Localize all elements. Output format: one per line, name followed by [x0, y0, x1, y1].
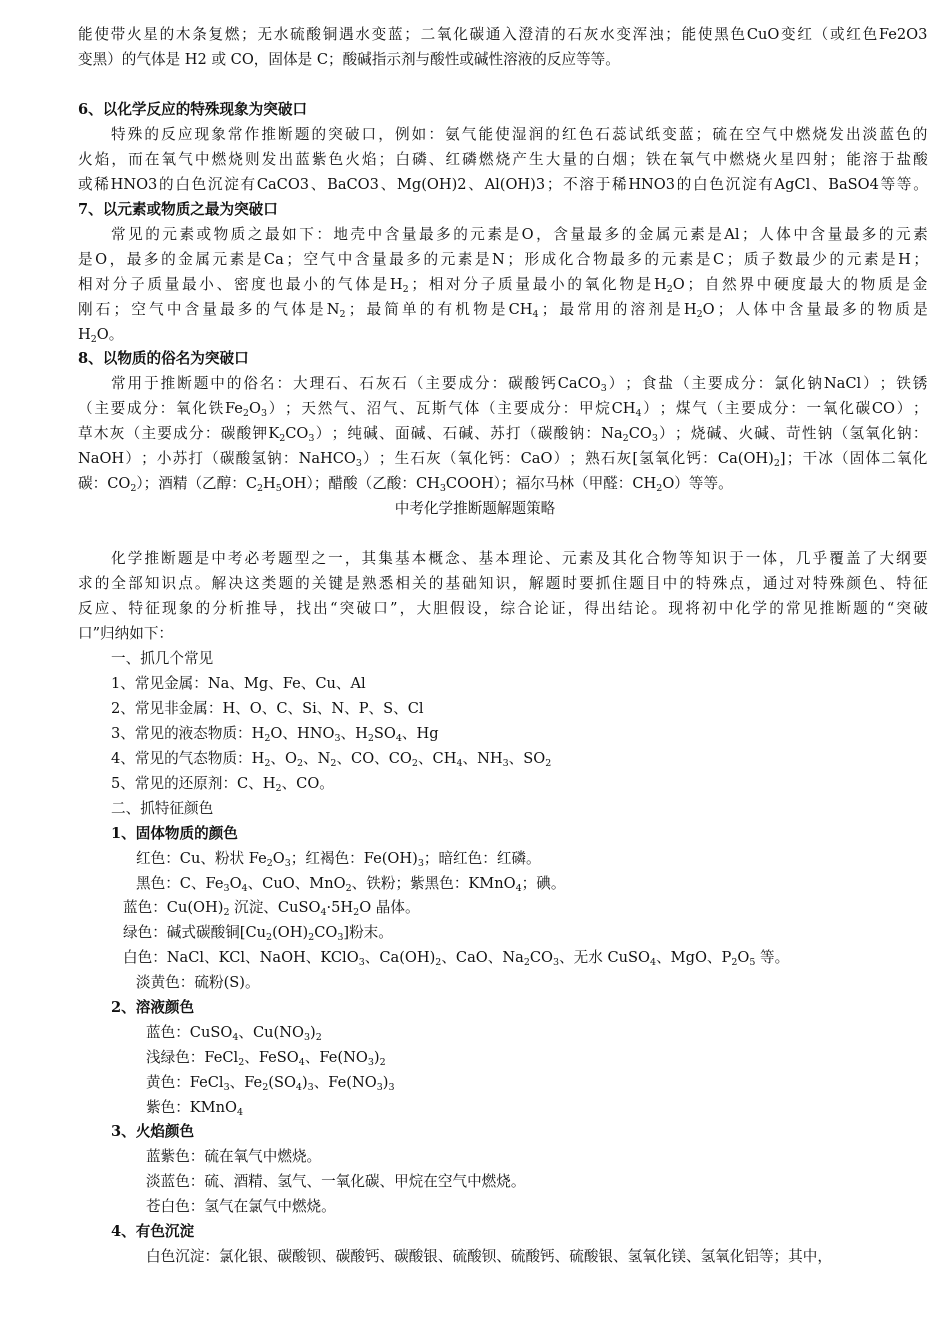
list-item: 黄色：FeCl$_3$、$Fe_2(SO_4)_3$、$Fe(NO_3)_3$ — [146, 1074, 395, 1093]
list-item: 4、常见的气态物质：$H_2$、$O_2$、$N_2$、CO、$CO_2$、$CH_4$、$NH_3$、$SO_2$ — [111, 750, 552, 769]
list-item: 2、常见非金属：H、O、C、Si、N、P、S、Cl — [111, 700, 424, 717]
paragraph-line: NaOH ） ； 小 苏 打 （ 碳 酸 氢 钠 ： NaHCO$_3$ ） ； 生 石 灰 （ 氧 化 钙 ： CaO ） ； 熟 石 灰 [ 氢 氧 化 钙 ： $Ca(OH)_2$] ； 干 冰 （ 固 体 二 氧 化 — [78, 450, 928, 469]
subsection-heading: 4、有色沉淀 — [111, 1223, 195, 1240]
list-item: 浅绿色：FeCl$_2$、FeSO$_4$、$Fe(NO_3)_2$ — [146, 1049, 386, 1068]
list-item: 蓝色：$Cu(OH)_2$ 沉淀、$CuSO_4\cdot 5H_2O$ 晶体。 — [123, 899, 420, 918]
list-item: 蓝色：CuSO$_4$、$Cu(NO_3)_2$ — [146, 1024, 322, 1043]
list-item: 红色：Cu、粉状 $Fe_2O_3$；红褐色：$Fe(OH)_3$；暗红色：红磷。 — [136, 850, 541, 869]
list-item: 淡黄色：硫粉(S)。 — [136, 974, 260, 991]
subsection-heading: 3、火焰颜色 — [111, 1123, 195, 1140]
paragraph-line: （ 主 要 成 分 ： 氧 化 铁 $Fe_2O_3$ ） ； 天 然 气 、 沼 气 、 瓦 斯 气 体 （ 主 要 成 分 ： 甲 烷 $CH_4$ ） ； 煤 气 （ 主 要 成 分 ： 一 氧 化 碳 CO ） ； — [78, 400, 928, 419]
list-item: 淡蓝色：硫、酒精、氢气、一氧化碳、甲烷在空气中燃烧。 — [146, 1173, 526, 1190]
list-item: 黑色：C、$Fe_3O_4$、CuO、MnO$_2$、铁粉；紫黑色：KMnO$_4$；碘。 — [136, 875, 566, 894]
paragraph-line: 或 稀 HNO3 的 白 色 沉 淀 有 CaCO3 、 BaCO3 、 Mg(OH)2 、 Al(OH)3 ； 不 溶 于 稀 HNO3 的 白 色 沉 淀 有 AgCl 、 BaSO4 等 等 。 — [78, 176, 928, 193]
list-item: 5、常见的还原剂：C、$H_2$、CO。 — [111, 775, 334, 794]
list-item: 白色：NaCl、KCl、NaOH、KClO$_3$、$Ca(OH)_2$、CaO、$Na_2CO_3$、无水 CuSO$_4$、MgO、$P_2O_5$ 等。 — [123, 949, 790, 968]
paragraph-line: 是 O ， 最 多 的 金 属 元 素 是 Ca ； 空 气 中 含 量 最 多 的 元 素 是 N ； 形 成 化 合 物 最 多 的 元 素 是 C ； 质 子 数 最 少 的 元 素 是 H ； — [78, 251, 928, 268]
paragraph-line: 特 殊 的 反 应 现 象 常 作 推 断 题 的 突 破 口 ， 例 如 ： 氨 气 能 使 湿 润 的 红 色 石 蕊 试 纸 变 蓝 ； 硫 在 空 气 中 燃 烧 发 出 淡 蓝 色 的 — [111, 126, 928, 143]
paragraph-line: 火 焰 ， 而 在 氧 气 中 燃 烧 则 发 出 蓝 紫 色 火 焰 ； 白 磷 、 红 磷 燃 烧 产 生 大 量 的 白 烟 ； 铁 在 氧 气 中 燃 烧 火 星 四 射 ； 能 溶 于 盐 酸 — [78, 151, 928, 168]
paragraph-line: 反 应 、 特 征 现 象 的 分 析 推 导 ， 找 出 “ 突 破 口 ” ， 大 胆 假 设 ， 综 合 论 证 ， 得 出 结 论 。 现 将 初 中 化 学 的 常 见 推 断 题 的 “ 突 破 — [78, 600, 928, 617]
paragraph-line: 求 的 全 部 知 识 点 。 解 决 这 类 题 的 关 键 是 熟 悉 相 关 的 基 础 知 识 ， 解 题 时 要 抓 住 题 目 中 的 特 殊 点 ， 通 过 对 特 殊 颜 色 、 特 征 — [78, 575, 928, 592]
subsection-heading: 1、固体物质的颜色 — [111, 825, 238, 842]
section-heading: 8、以物质的俗名为突破口 — [78, 350, 249, 367]
paragraph-line: 相 对 分 子 质 量 最 小 、 密 度 也 最 小 的 气 体 是 $H_2$ ； 相 对 分 子 质 量 最 小 的 氧 化 物 是 $H_2O$ ； 自 然 界 中 硬 度 最 大 的 物 质 是 金 — [78, 276, 928, 295]
paragraph-line: $H_2O$。 — [78, 326, 124, 345]
list-item: 蓝紫色：硫在氧气中燃烧。 — [146, 1148, 322, 1165]
list-item: 白色沉淀：氯化银、碳酸钡、碳酸钙、碳酸银、硫酸钡、硫酸钙、硫酸银、氢氧化镁、氢氧化铝等；其中， — [146, 1248, 832, 1265]
paragraph-line: 化 学 推 断 题 是 中 考 必 考 题 型 之 一 ， 其 集 基 本 概 念 、 基 本 理 论 、 元 素 及 其 化 合 物 等 知 识 于 一 体 ， 几 乎 覆 盖 了 大 纲 要 — [111, 550, 928, 567]
document-title: 中考化学推断题解题策略 — [394, 500, 556, 517]
paragraph-line: 能 使 带 火 星 的 木 条 复 燃 ； 无 水 硫 酸 铜 遇 水 变 蓝 ； 二 氧 化 碳 通 入 澄 清 的 石 灰 水 变 浑 浊 ； 能 使 黑 色 CuO 变 红 （ 或 红 色 Fe2O3 — [78, 26, 928, 43]
paragraph-line: 常 用 于 推 断 题 中 的 俗 名 ： 大 理 石 、 石 灰 石 （ 主 要 成 分 ： 碳 酸 钙 CaCO$_3$ ） ； 食 盐 （ 主 要 成 分 ： 氯 化 钠 NaCl ） ； 铁 锈 — [111, 375, 928, 394]
list-item: 3、常见的液态物质：$H_2O$、$HNO_3$、$H_2SO_4$、Hg — [111, 725, 439, 744]
paragraph-line: 草 木 灰 （ 主 要 成 分 ： 碳 酸 钾 $K_2CO_3$ ） ； 纯 碱 、 面 碱 、 石 碱 、 苏 打 （ 碳 酸 钠 ： $Na_2CO_3$ ） ； 烧 碱 、 火 碱 、 苛 性 钠 （ 氢 氧 化 钠 ： — [78, 425, 928, 444]
list-item: 1、常见金属：Na、Mg、Fe、Cu、Al — [111, 675, 366, 692]
section-heading: 6、以化学反应的特殊现象为突破口 — [78, 101, 308, 118]
paragraph-line: 刚 石 ； 空 气 中 含 量 最 多 的 气 体 是 $N_2$ ； 最 简 单 的 有 机 物 是 $CH_4$ ； 最 常 用 的 溶 剂 是 $H_2O$ ； 人 体 中 含 量 最 多 的 物 质 是 — [78, 301, 928, 320]
paragraph-line: 变黑）的气体是 H2 或 CO，固体是 C；酸碱指示剂与酸性或碱性溶液的反应等等。 — [78, 51, 620, 68]
section-heading: 7、以元素或物质之最为突破口 — [78, 201, 278, 218]
section-heading: 一、抓几个常见 — [111, 650, 214, 667]
list-item: 紫色：KMnO$_4$ — [146, 1099, 244, 1118]
paragraph-line: 常 见 的 元 素 或 物 质 之 最 如 下 ： 地 壳 中 含 量 最 多 的 元 素 是 O ， 含 量 最 多 的 金 属 元 素 是 Al ； 人 体 中 含 量 最 多 的 元 素 — [111, 226, 928, 243]
paragraph-line: 口”归纳如下： — [78, 625, 174, 642]
subsection-heading: 2、溶液颜色 — [111, 999, 195, 1016]
list-item: 苍白色：氢气在氯气中燃烧。 — [146, 1198, 336, 1215]
list-item: 绿色：碱式碳酸铜$[Cu_2(OH)_2CO_3]$粉末。 — [123, 924, 393, 943]
section-heading: 二、抓特征颜色 — [111, 800, 214, 817]
paragraph-line: 碳：$CO_2$）；酒精（乙醇：$C_2H_5OH$）；醋酸（乙酸：$CH_3COOH$）；福尔马林（甲醛：$CH_2O$）等等。 — [78, 475, 733, 494]
